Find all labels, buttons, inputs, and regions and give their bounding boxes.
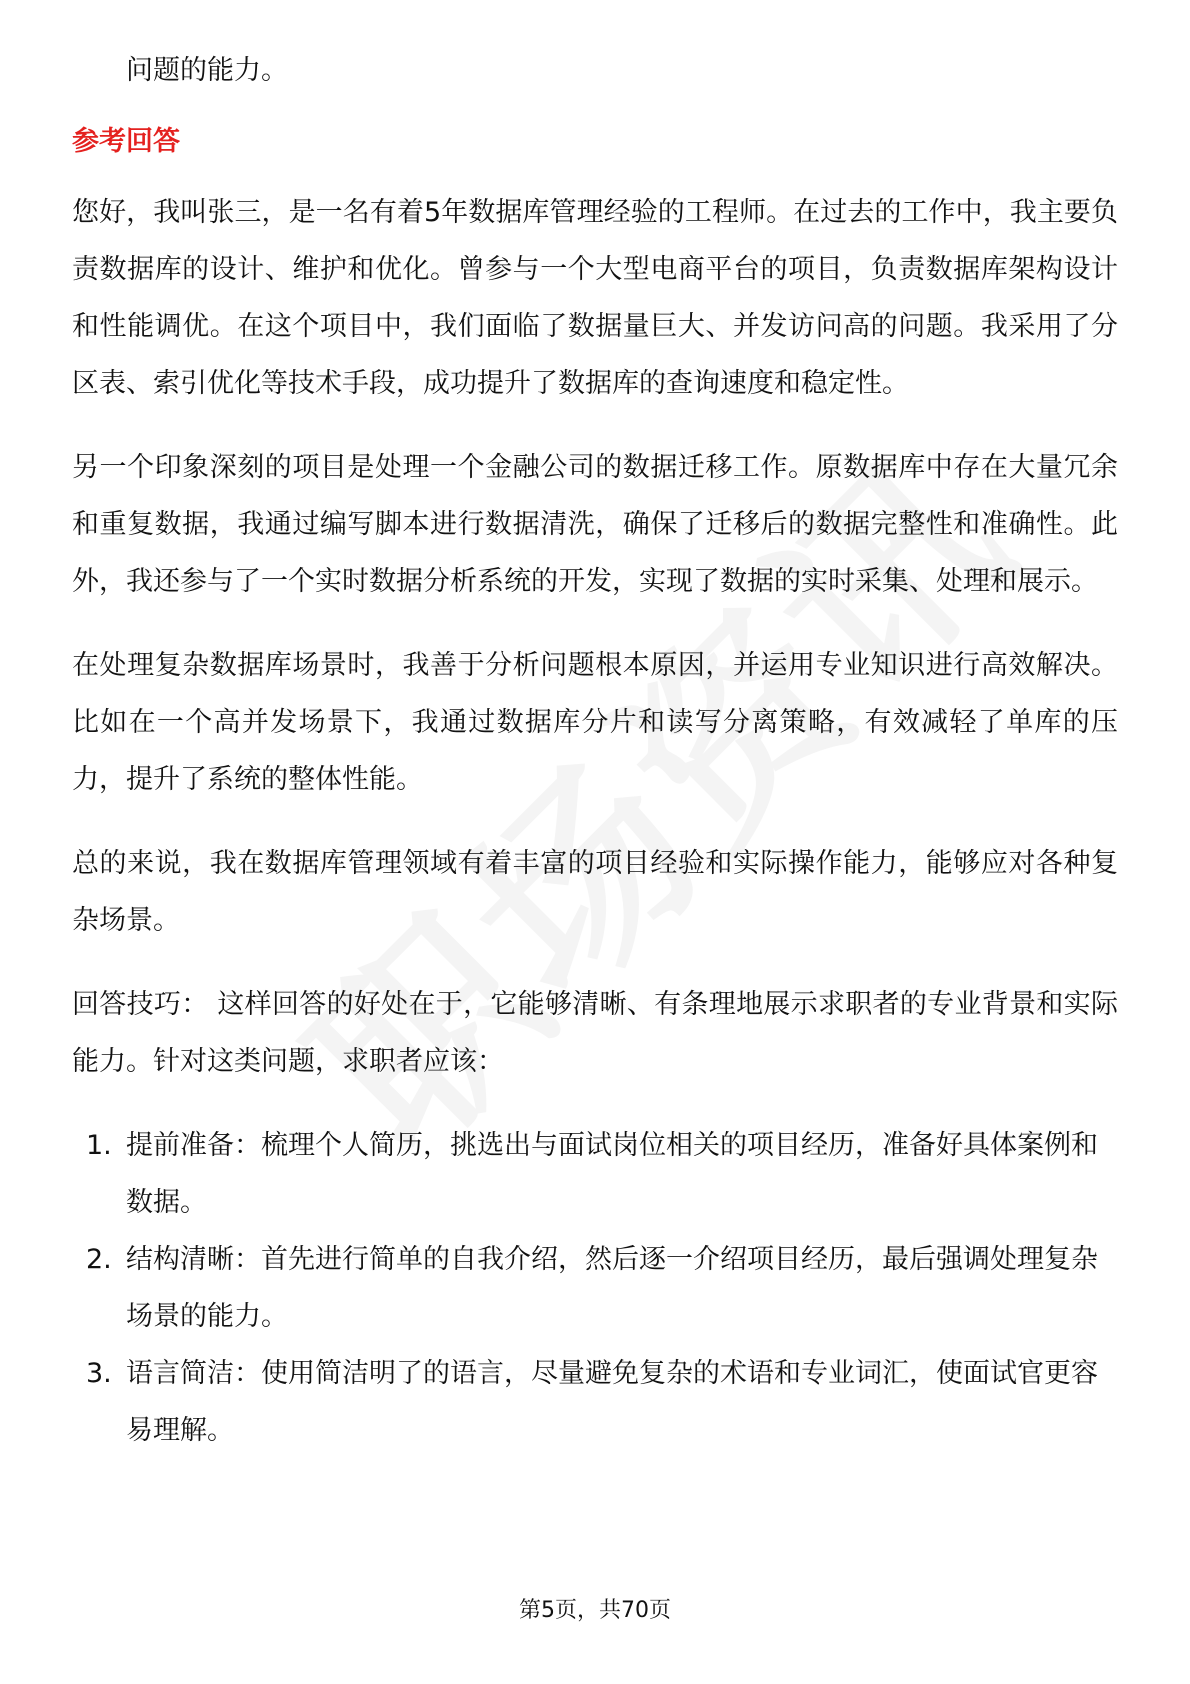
list-item bbox=[72, 1117, 1118, 1231]
list-item-text: 结构清晰：首先进行简单的自我介绍，然后逐一介绍项目经历，最后强调处理复杂场景的能力。 bbox=[126, 1244, 1098, 1332]
tips-intro-paragraph: 回答技巧： 这样回答的好处在于，它能够清晰、有条理地展示求职者的专业背景和实际能力。针对这类问题，求职者应该： bbox=[72, 989, 1118, 1077]
answer-paragraph: 总的来说，我在数据库管理领域有着丰富的项目经验和实际操作能力，能够应对各种复杂场景。 bbox=[72, 848, 1118, 936]
list-item-text: 语言简洁：使用简洁明了的语言，尽量避免复杂的术语和专业词汇，使面试官更容易理解。 bbox=[126, 1358, 1098, 1446]
page-number-footer: 第5页，共70页 bbox=[519, 1598, 671, 1623]
list-item-number: 3. bbox=[86, 1358, 112, 1389]
answer-paragraph: 在处理复杂数据库场景时，我善于分析问题根本原因，并运用专业知识进行高效解决。比如在一个高并发场景下，我通过数据库分片和读写分离策略，有效减轻了单库的压力，提升了系统的整体性能。 bbox=[72, 650, 1118, 795]
page-content bbox=[72, 46, 1118, 1459]
tips-list bbox=[72, 1117, 1118, 1459]
continuation-text: 问题的能力。 bbox=[126, 55, 288, 86]
answer-paragraph: 另一个印象深刻的项目是处理一个金融公司的数据迁移工作。原数据库中存在大量冗余和重复数据，我通过编写脚本进行数据清洗，确保了迁移后的数据完整性和准确性。此外，我还参与了一个实时数据分析系统的开发，实现了数据的实时采集、处理和展示。 bbox=[72, 452, 1118, 597]
list-item bbox=[72, 1231, 1118, 1345]
list-item bbox=[72, 1345, 1118, 1459]
list-item-number: 1. bbox=[86, 1130, 112, 1161]
list-item-text: 提前准备：梳理个人简历，挑选出与面试岗位相关的项目经历，准备好具体案例和数据。 bbox=[126, 1130, 1098, 1218]
answer-paragraph: 您好，我叫张三，是一名有着5年数据库管理经验的工程师。在过去的工作中，我主要负责数据库的设计、维护和优化。曾参与一个大型电商平台的项目，负责数据库架构设计和性能调优。在这个项目中，我们面临了数据量巨大、并发访问高的问题。我采用了分区表、索引优化等技术手段，成功提升了数据库的查询速度和稳定性。 bbox=[72, 197, 1118, 399]
list-item-number: 2. bbox=[86, 1244, 112, 1275]
section-heading: 参考回答 bbox=[72, 126, 180, 157]
